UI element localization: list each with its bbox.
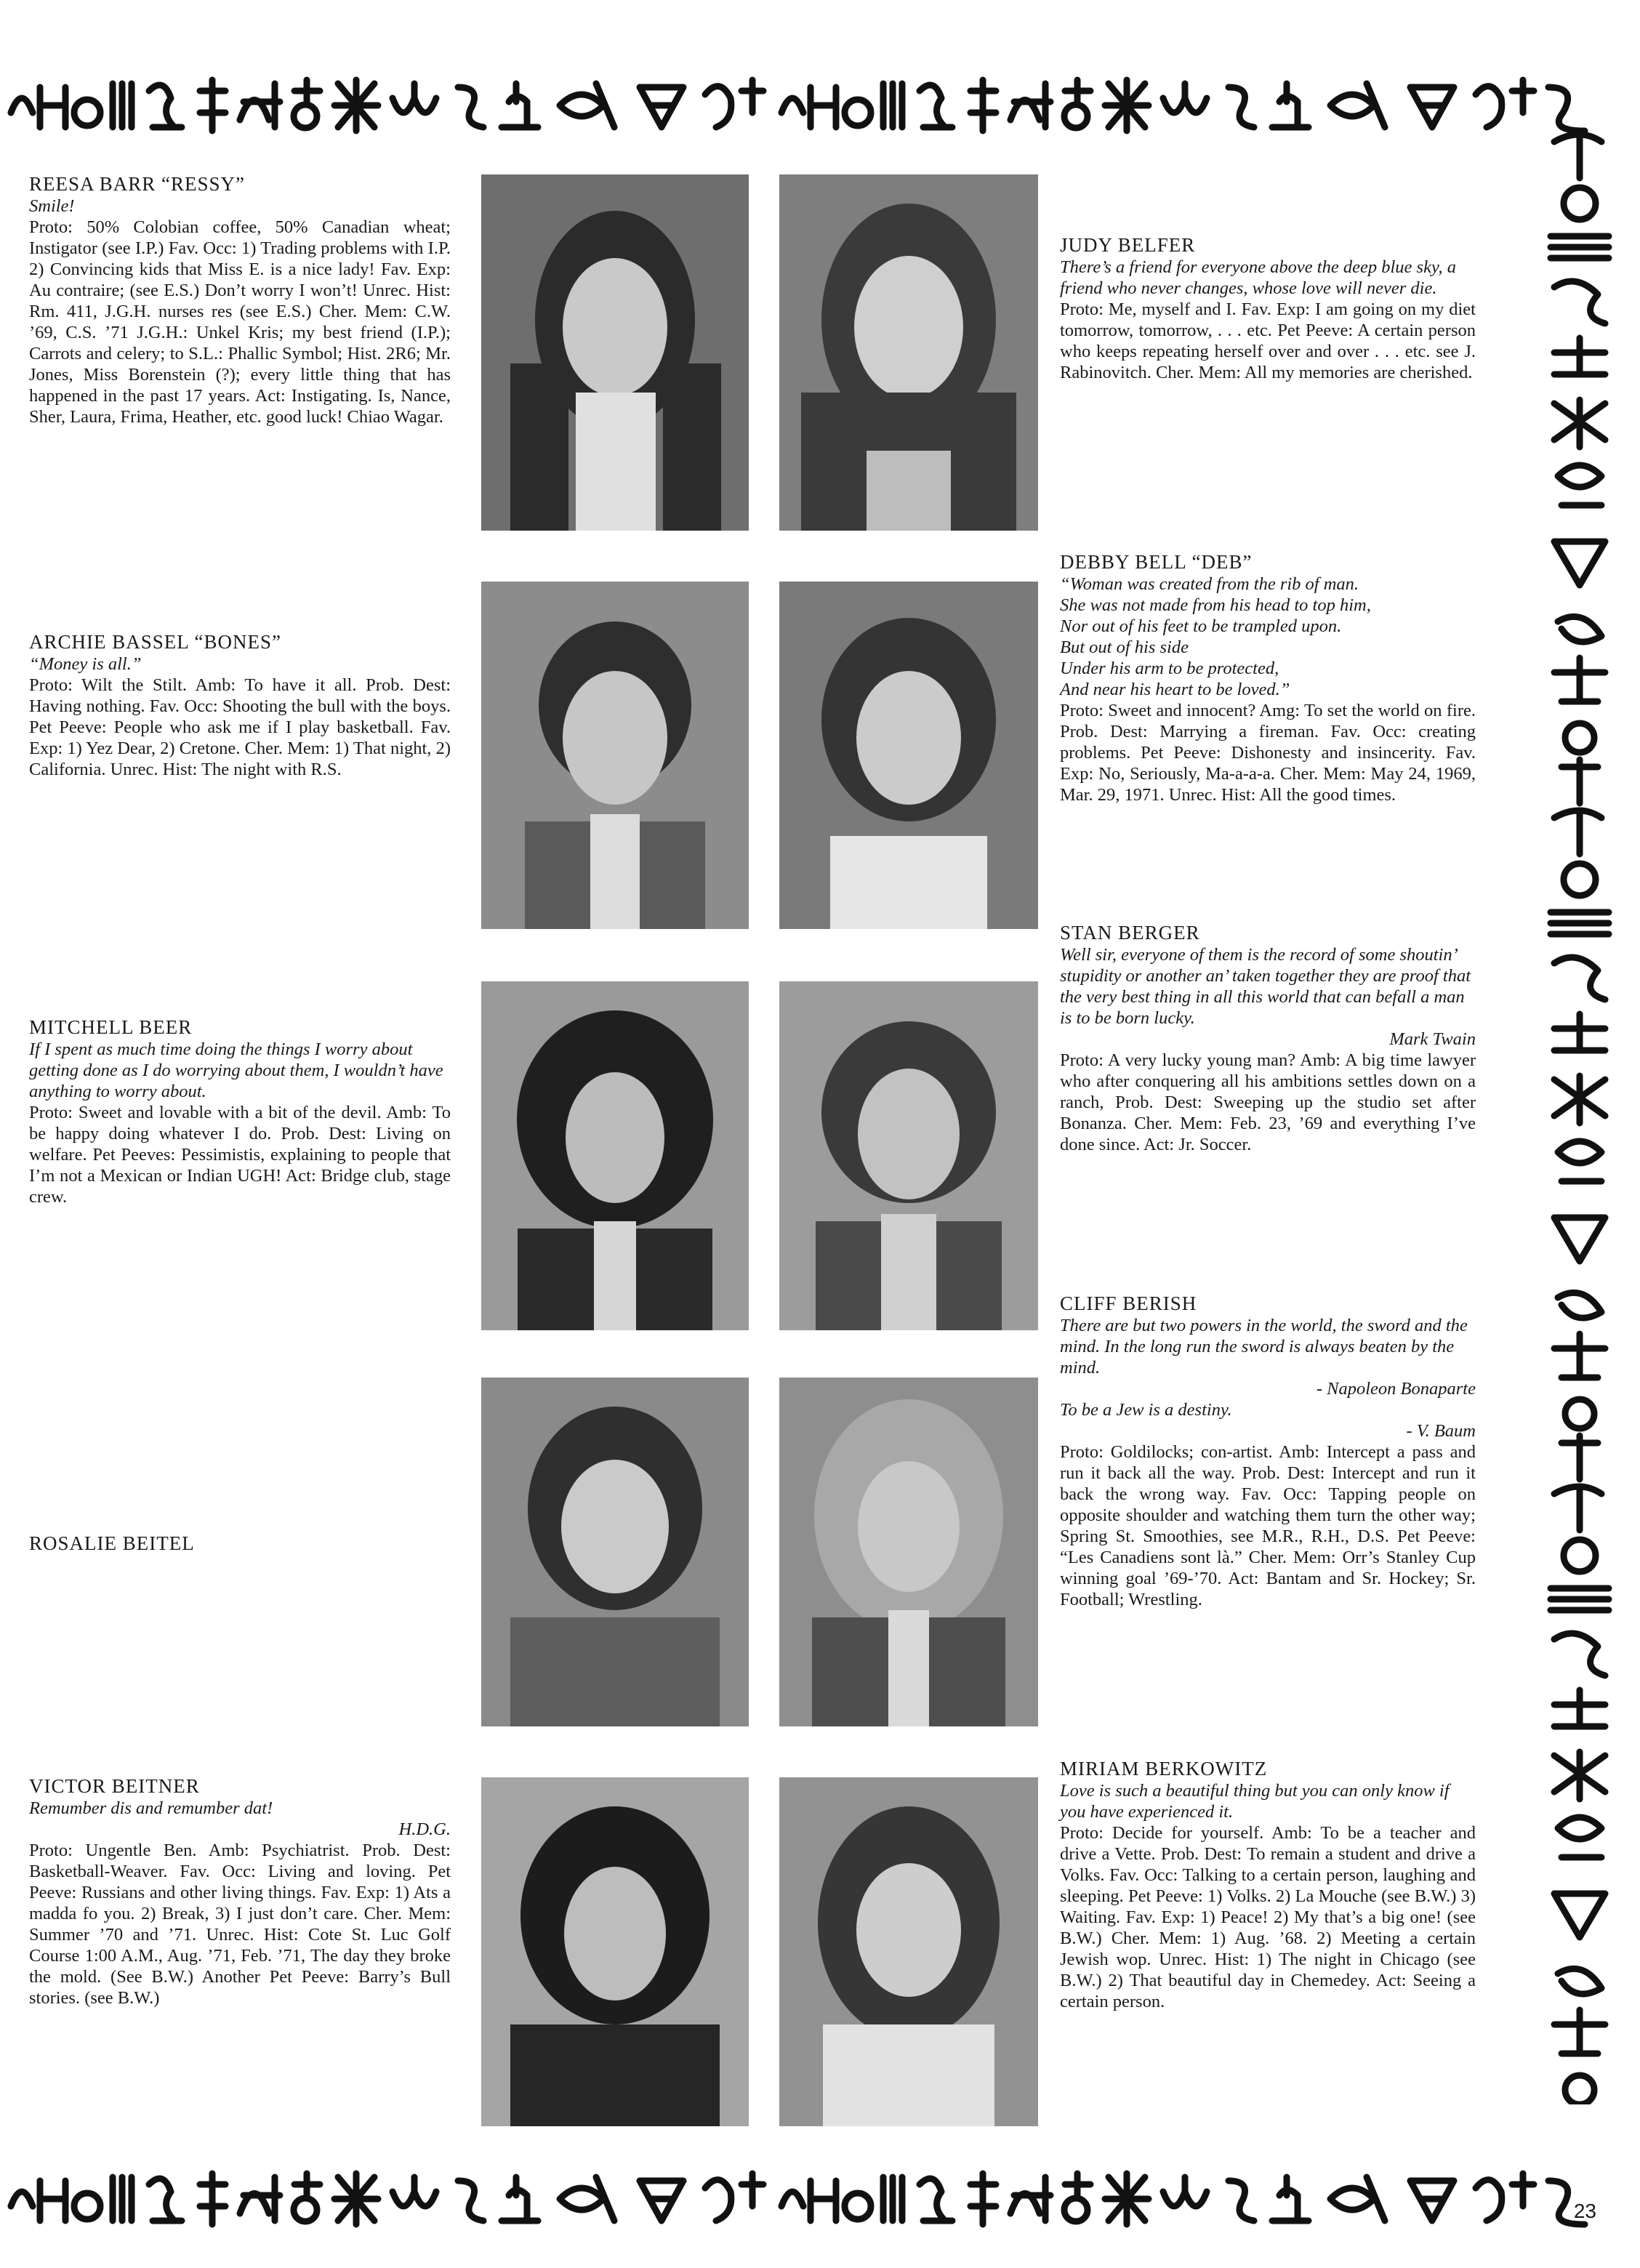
entry-reesa-barr: [29, 173, 451, 427]
entry-miriam-berkowitz: [1060, 1758, 1476, 2012]
top-symbol-border: [7, 69, 1599, 139]
portrait-photo-reesa-barr: [481, 174, 749, 531]
entry-stan-berger: [1060, 922, 1476, 1155]
entry-victor-beitner: [29, 1775, 451, 2008]
student-bio: Proto: Sweet and lovable with a bit of the devil. Amb: To be happy doing whatever I do. Prob. Dest: Living on welfare. Pet Peeves: Pessimistis, explaining to people that I’m not a Mexican or Indian UGH! Act: Bridge club, stage crew.: [29, 1103, 451, 1207]
entry-mitchell-beer: [29, 1016, 451, 1207]
student-name: JUDY BELFER: [1060, 234, 1196, 256]
student-bio: Proto: 50% Colobian coffee, 50% Canadian wheat; Instigator (see I.P.) Fav. Occ: 1) Trading problems with I.P. 2) Convincing kids that Miss E. is a nice lady! Fav. Exp: Au contraire; (see E.S.) Don’t worry I won’t! Unrec. Hist: Rm. 411, J.G.H. nurses res (see E.S.) Cher. Mem: C.W. ’69, C.S. ’71 J.G.H.: Unkel Kris; my best friend (I.P.); Carrots and celery; to S.L.: Phallic Symbol; Hist. 2R6; Mr. Jones, Miss Borenstein (?); every little thing that has happened in the past 17 years. Act: Instigating. Is, Nance, Sher, Laura, Frima, Heather, etc. good luck! Chiao Wagar.: [29, 217, 451, 427]
portrait-photo-victor-beitner: [481, 1777, 749, 2126]
entry-cliff-berish: [1060, 1292, 1476, 1610]
student-name: STAN BERGER: [1060, 922, 1200, 944]
quote-attribution: H.D.G.: [398, 1819, 451, 1839]
student-name: ROSALIE BEITEL: [29, 1532, 195, 1554]
portrait-photo-debby-bell: [779, 582, 1038, 929]
student-name: MIRIAM BERKOWITZ: [1060, 1758, 1268, 1780]
portrait-photo-rosalie-beitel: [481, 1378, 749, 1726]
student-name: VICTOR BEITNER: [29, 1775, 200, 1797]
quote-attribution: - Napoleon Bonaparte: [1316, 1379, 1476, 1399]
portrait-photo-judy-belfer: [779, 174, 1038, 531]
quote-attribution-secondary: - V. Baum: [1406, 1421, 1476, 1441]
right-symbol-border: [1540, 127, 1620, 2104]
student-bio: Proto: Sweet and innocent? Amg: To set the world on fire. Prob. Dest: Marrying a fireman. Fav. Occ: creating problems. Pet Peeve: Dishonesty and insincerity. Fav. Exp: No, Seriously, Ma-a-a-a. Cher. Mem: May 24, 1969, Mar. 29, 1971. Unrec. Hist: All the good times.: [1060, 701, 1476, 805]
quote-attribution: Mark Twain: [1389, 1029, 1476, 1049]
entry-rosalie-beitel: [29, 1532, 451, 1555]
student-bio: Proto: Me, myself and I. Fav. Exp: I am going on my diet tomorrow, tomorrow, . . . etc. Pet Peeve: A certain person who keeps repeating herself over and over . . . etc. see J. Rabinovitch. Cher. Mem: All my memories are cherished.: [1060, 299, 1476, 382]
entry-archie-bassel: [29, 631, 451, 780]
student-bio: Proto: Decide for yourself. Amb: To be a teacher and drive a Vette. Prob. Dest: To remain a student and drive a Volks. Fav. Occ: Talking to a certain person, laughing and sleeping. Pet Peeve: 1) Volks. 2) La Mouche (see B.W.) 3) Waiting. Fav. Exp: 1) Peace! 2) My that’s a big one! (see B.W.) Cher. Mem: 1) Aug. ’68. 2) Meeting a certain Jewish wop. Unrec. Hist: 1) The night in Chicago (see B.W.) 2) That beautiful day in Chemedey. Act: Seeing a certain person.: [1060, 1823, 1476, 2011]
student-quote: Well sir, everyone of them is the record of some shoutin’ stupidity or another an’ taken together they are proof that the very best thing in all this world that can befall a man is to be born lucky.: [1060, 945, 1471, 1028]
student-quote: Smile!: [29, 196, 75, 216]
student-bio: Proto: Wilt the Stilt. Amb: To have it all. Prob. Dest: Having nothing. Fav. Occ: Shooting the bull with the boys. Pet Peeve: People who ask me if I play basketball. Fav. Exp: 1) Yez Dear, 2) Cretone. Cher. Mem: 1) That night, 2) California. Unrec. Hist: The night with R.S.: [29, 675, 451, 779]
student-quote: There’s a friend for everyone above the deep blue sky, a friend who never changes, whose love will never die.: [1060, 257, 1456, 298]
student-quote: There are but two powers in the world, the sword and the mind. In the long run the sword is always beaten by the mind.: [1060, 1316, 1468, 1378]
student-name: ARCHIE BASSEL “BONES”: [29, 631, 282, 653]
entry-judy-belfer: [1060, 234, 1476, 383]
student-bio: Proto: Ungentle Ben. Amb: Psychiatrist. Prob. Dest: Basketball-Weaver. Fav. Occ: Living and loving. Pet Peeve: Russians and other living things. Fav. Exp: 1) Ats a madda fo you. 2) Break, 3) I just don’t care. Cher. Mem: Summer ’70 and ’71. Unrec. Hist: Cote St. Luc Golf Course 1:00 A.M., Aug. ’71, Feb. ’71, The day they broke the mold. (See B.W.) Another Pet Peeve: Barry’s Bull stories. (see B.W.): [29, 1841, 451, 2008]
student-quote-secondary: To be a Jew is a destiny.: [1060, 1400, 1232, 1420]
student-name: MITCHELL BEER: [29, 1016, 193, 1038]
student-quote: If I spent as much time doing the things I worry about getting done as I do worrying about them, I wouldn’t have anything to worry about.: [29, 1040, 443, 1101]
student-name: REESA BARR “RESSY”: [29, 173, 246, 195]
portrait-photo-archie-bassel: [481, 582, 749, 929]
student-quote: “Money is all.”: [29, 654, 142, 674]
student-name: DEBBY BELL “DEB”: [1060, 551, 1253, 573]
student-quote: Remumber dis and remumber dat!: [29, 1798, 273, 1818]
portrait-photo-stan-berger: [779, 981, 1038, 1330]
portrait-photo-cliff-berish: [779, 1378, 1038, 1726]
page-number: 23: [1573, 2200, 1596, 2222]
entry-debby-bell: [1060, 551, 1476, 805]
portrait-photo-mitchell-beer: [481, 981, 749, 1330]
student-quote: “Woman was created from the rib of man. She was not made from his head to top him, Nor out of his feet to be trampled upon. But out of his side Under his arm to be protected, And near his heart to be loved.”: [1060, 574, 1371, 699]
student-bio: Proto: Goldilocks; con-artist. Amb: Intercept a pass and run it back all the way. Prob. Dest: Intercept and run it back the wrong way. Fav. Occ: Tapping people on opposite shoulder and watching them turn the other way; Spring St. Smoothies, see M.R., R.H., D.S. Pet Peeve: “Les Canadiens sont là.” Cher. Mem: Orr’s Stanley Cup winning goal ’69-’70. Act: Bantam and Sr. Hockey; Sr. Football; Wrestling.: [1060, 1442, 1476, 1609]
student-quote: Love is such a beautiful thing but you can only know if you have experienced it.: [1060, 1781, 1450, 1822]
student-bio: Proto: A very lucky young man? Amb: A big time lawyer who after conquering all his ambitions settles down on a ranch, Prob. Dest: Sweeping up the studio set after Bonanza. Cher. Mem: Feb. 23, ’69 and everything I’ve done since. Act: Jr. Soccer.: [1060, 1050, 1476, 1154]
portrait-photo-miriam-berkowitz: [779, 1777, 1038, 2126]
student-name: CLIFF BERISH: [1060, 1292, 1197, 1314]
bottom-symbol-border: [7, 2163, 1599, 2232]
